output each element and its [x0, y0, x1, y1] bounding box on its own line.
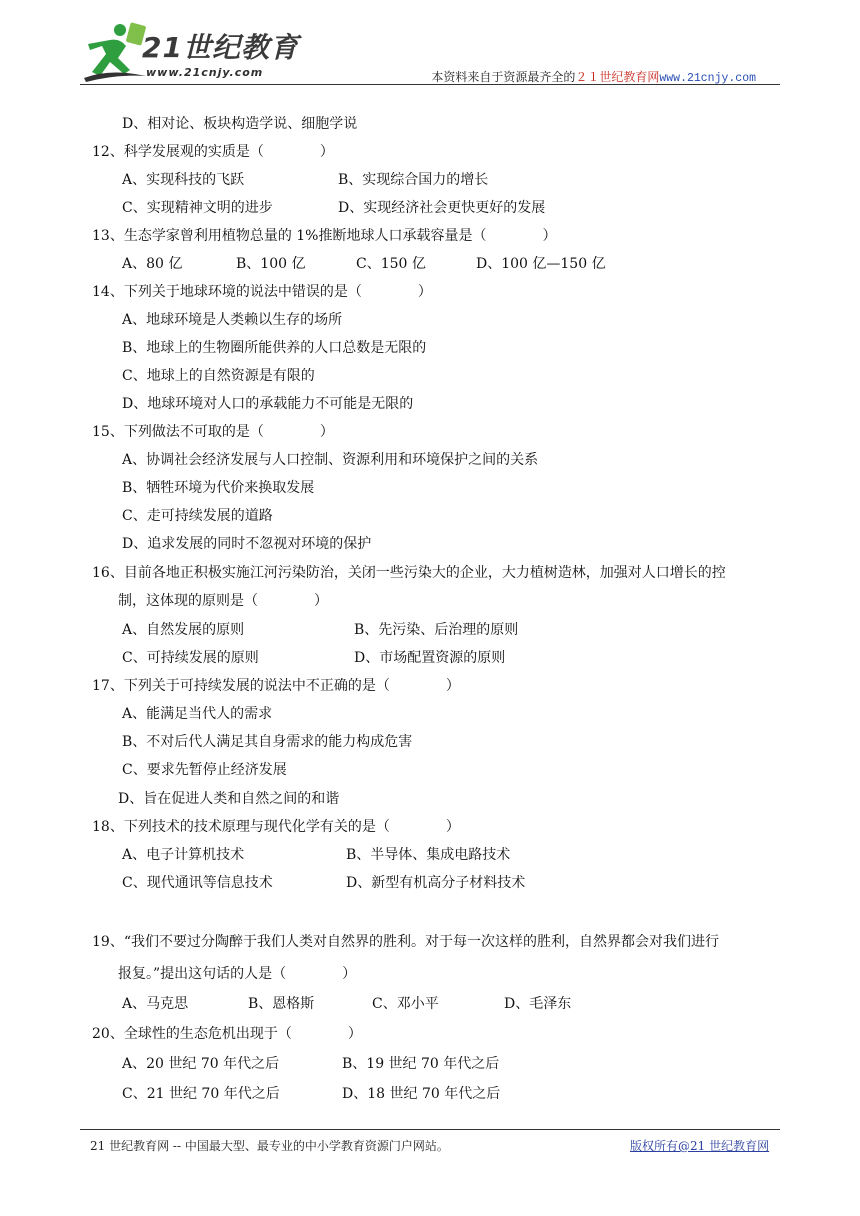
q16-stem: 16、目前各地正积极实施江河污染防治，关闭一些污染大的企业，大力植树造林，加强对人口增长的控 [92, 565, 726, 581]
q18-option-b: B、半导体、集成电路技术 [346, 847, 511, 863]
q15-option-a: A、协调社会经济发展与人口控制、资源利用和环境保护之间的关系 [122, 452, 539, 468]
q12-option-c: C、实现精神文明的进步 [122, 200, 273, 216]
q13-option-d: D、100 亿—150 亿 [476, 256, 606, 272]
q14-stem: 14、下列关于地球环境的说法中错误的是（ ） [92, 284, 432, 300]
q20-option-c: C、21 世纪 70 年代之后 [122, 1086, 280, 1102]
header-note-prefix: 本资料来自于资源最齐全的 [431, 70, 576, 84]
header-rule [80, 84, 780, 85]
q13-option-b: B、100 亿 [236, 256, 306, 272]
q18-stem: 18、下列技术的技术原理与现代化学有关的是（ ） [92, 819, 460, 835]
q18-option-c: C、现代通讯等信息技术 [122, 875, 273, 891]
runner-icon [80, 20, 150, 86]
q19-stem: 19、“我们不要过分陶醉于我们人类对自然界的胜利。对于每一次这样的胜利，自然界都会对我们进行 [92, 934, 719, 950]
logo-url: www.21cnjy.com [146, 66, 264, 79]
q19-option-c: C、邓小平 [372, 996, 439, 1012]
q14-option-c: C、地球上的自然资源是有限的 [122, 368, 315, 384]
q20-option-d: D、18 世纪 70 年代之后 [342, 1086, 501, 1102]
header-note-site[interactable]: ２１世纪教育网 [575, 70, 660, 84]
q15-option-c: C、走可持续发展的道路 [122, 508, 273, 524]
q19-option-b: B、恩格斯 [248, 996, 315, 1012]
q13-option-c: C、150 亿 [356, 256, 426, 272]
q16-stem-cont: 制，这体现的原则是（ ） [118, 593, 328, 609]
footer-note: 21 世纪教育网 -- 中国最大型、最专业的中小学教育资源门户网站。 [90, 1139, 449, 1153]
q17-option-c: C、要求先暂停止经济发展 [122, 762, 287, 778]
q16-option-c: C、可持续发展的原则 [122, 650, 259, 666]
q20-stem: 20、全球性的生态危机出现于（ ） [92, 1026, 362, 1042]
q17-option-b: B、不对后代人满足其自身需求的能力构成危害 [122, 734, 413, 750]
logo-text: 21世纪教育 [142, 31, 299, 64]
q20-option-b: B、19 世纪 70 年代之后 [342, 1056, 500, 1072]
q16-option-b: B、先污染、后治理的原则 [354, 622, 519, 638]
header-note-url[interactable]: www.21cnjy.com [659, 72, 756, 85]
q15-option-b: B、牺牲环境为代价来换取发展 [122, 480, 315, 496]
q18-option-d: D、新型有机高分子材料技术 [346, 875, 526, 891]
q12-option-b: B、实现综合国力的增长 [338, 172, 489, 188]
q14-option-b: B、地球上的生物圈所能供养的人口总数是无限的 [122, 340, 427, 356]
q14-option-d: D、地球环境对人口的承载能力不可能是无限的 [122, 396, 414, 412]
q11-option-d: D、相对论、板块构造学说、细胞学说 [122, 116, 358, 132]
q15-option-d: D、追求发展的同时不忽视对环境的保护 [122, 536, 372, 552]
q17-option-d: D、旨在促进人类和自然之间的和谐 [118, 791, 340, 807]
q19-stem-cont: 报复。”提出这句话的人是（ ） [118, 966, 357, 982]
footer-copyright-link[interactable]: 版权所有@21 世纪教育网 [630, 1139, 770, 1153]
q18-option-a: A、电子计算机技术 [122, 847, 245, 863]
q15-stem: 15、下列做法不可取的是（ ） [92, 424, 334, 440]
q12-stem: 12、科学发展观的实质是（ ） [92, 144, 334, 160]
q12-option-a: A、实现科技的飞跃 [122, 172, 245, 188]
q20-option-a: A、20 世纪 70 年代之后 [122, 1056, 280, 1072]
q17-stem: 17、下列关于可持续发展的说法中不正确的是（ ） [92, 678, 460, 694]
q17-option-a: A、能满足当代人的需求 [122, 706, 273, 722]
q14-option-a: A、地球环境是人类赖以生存的场所 [122, 312, 343, 328]
footer-rule [80, 1129, 780, 1130]
site-logo[interactable] [80, 20, 300, 86]
q13-option-a: A、80 亿 [122, 256, 183, 272]
header-note [431, 68, 756, 85]
q13-stem: 13、生态学家曾利用植物总量的 1%推断地球人口承载容量是（ ） [92, 228, 557, 244]
q16-option-d: D、市场配置资源的原则 [354, 650, 506, 666]
q16-option-a: A、自然发展的原则 [122, 622, 245, 638]
q19-option-d: D、毛泽东 [504, 996, 572, 1012]
q19-option-a: A、马克思 [122, 996, 189, 1012]
page-header [80, 20, 780, 86]
q12-option-d: D、实现经济社会更快更好的发展 [338, 200, 546, 216]
